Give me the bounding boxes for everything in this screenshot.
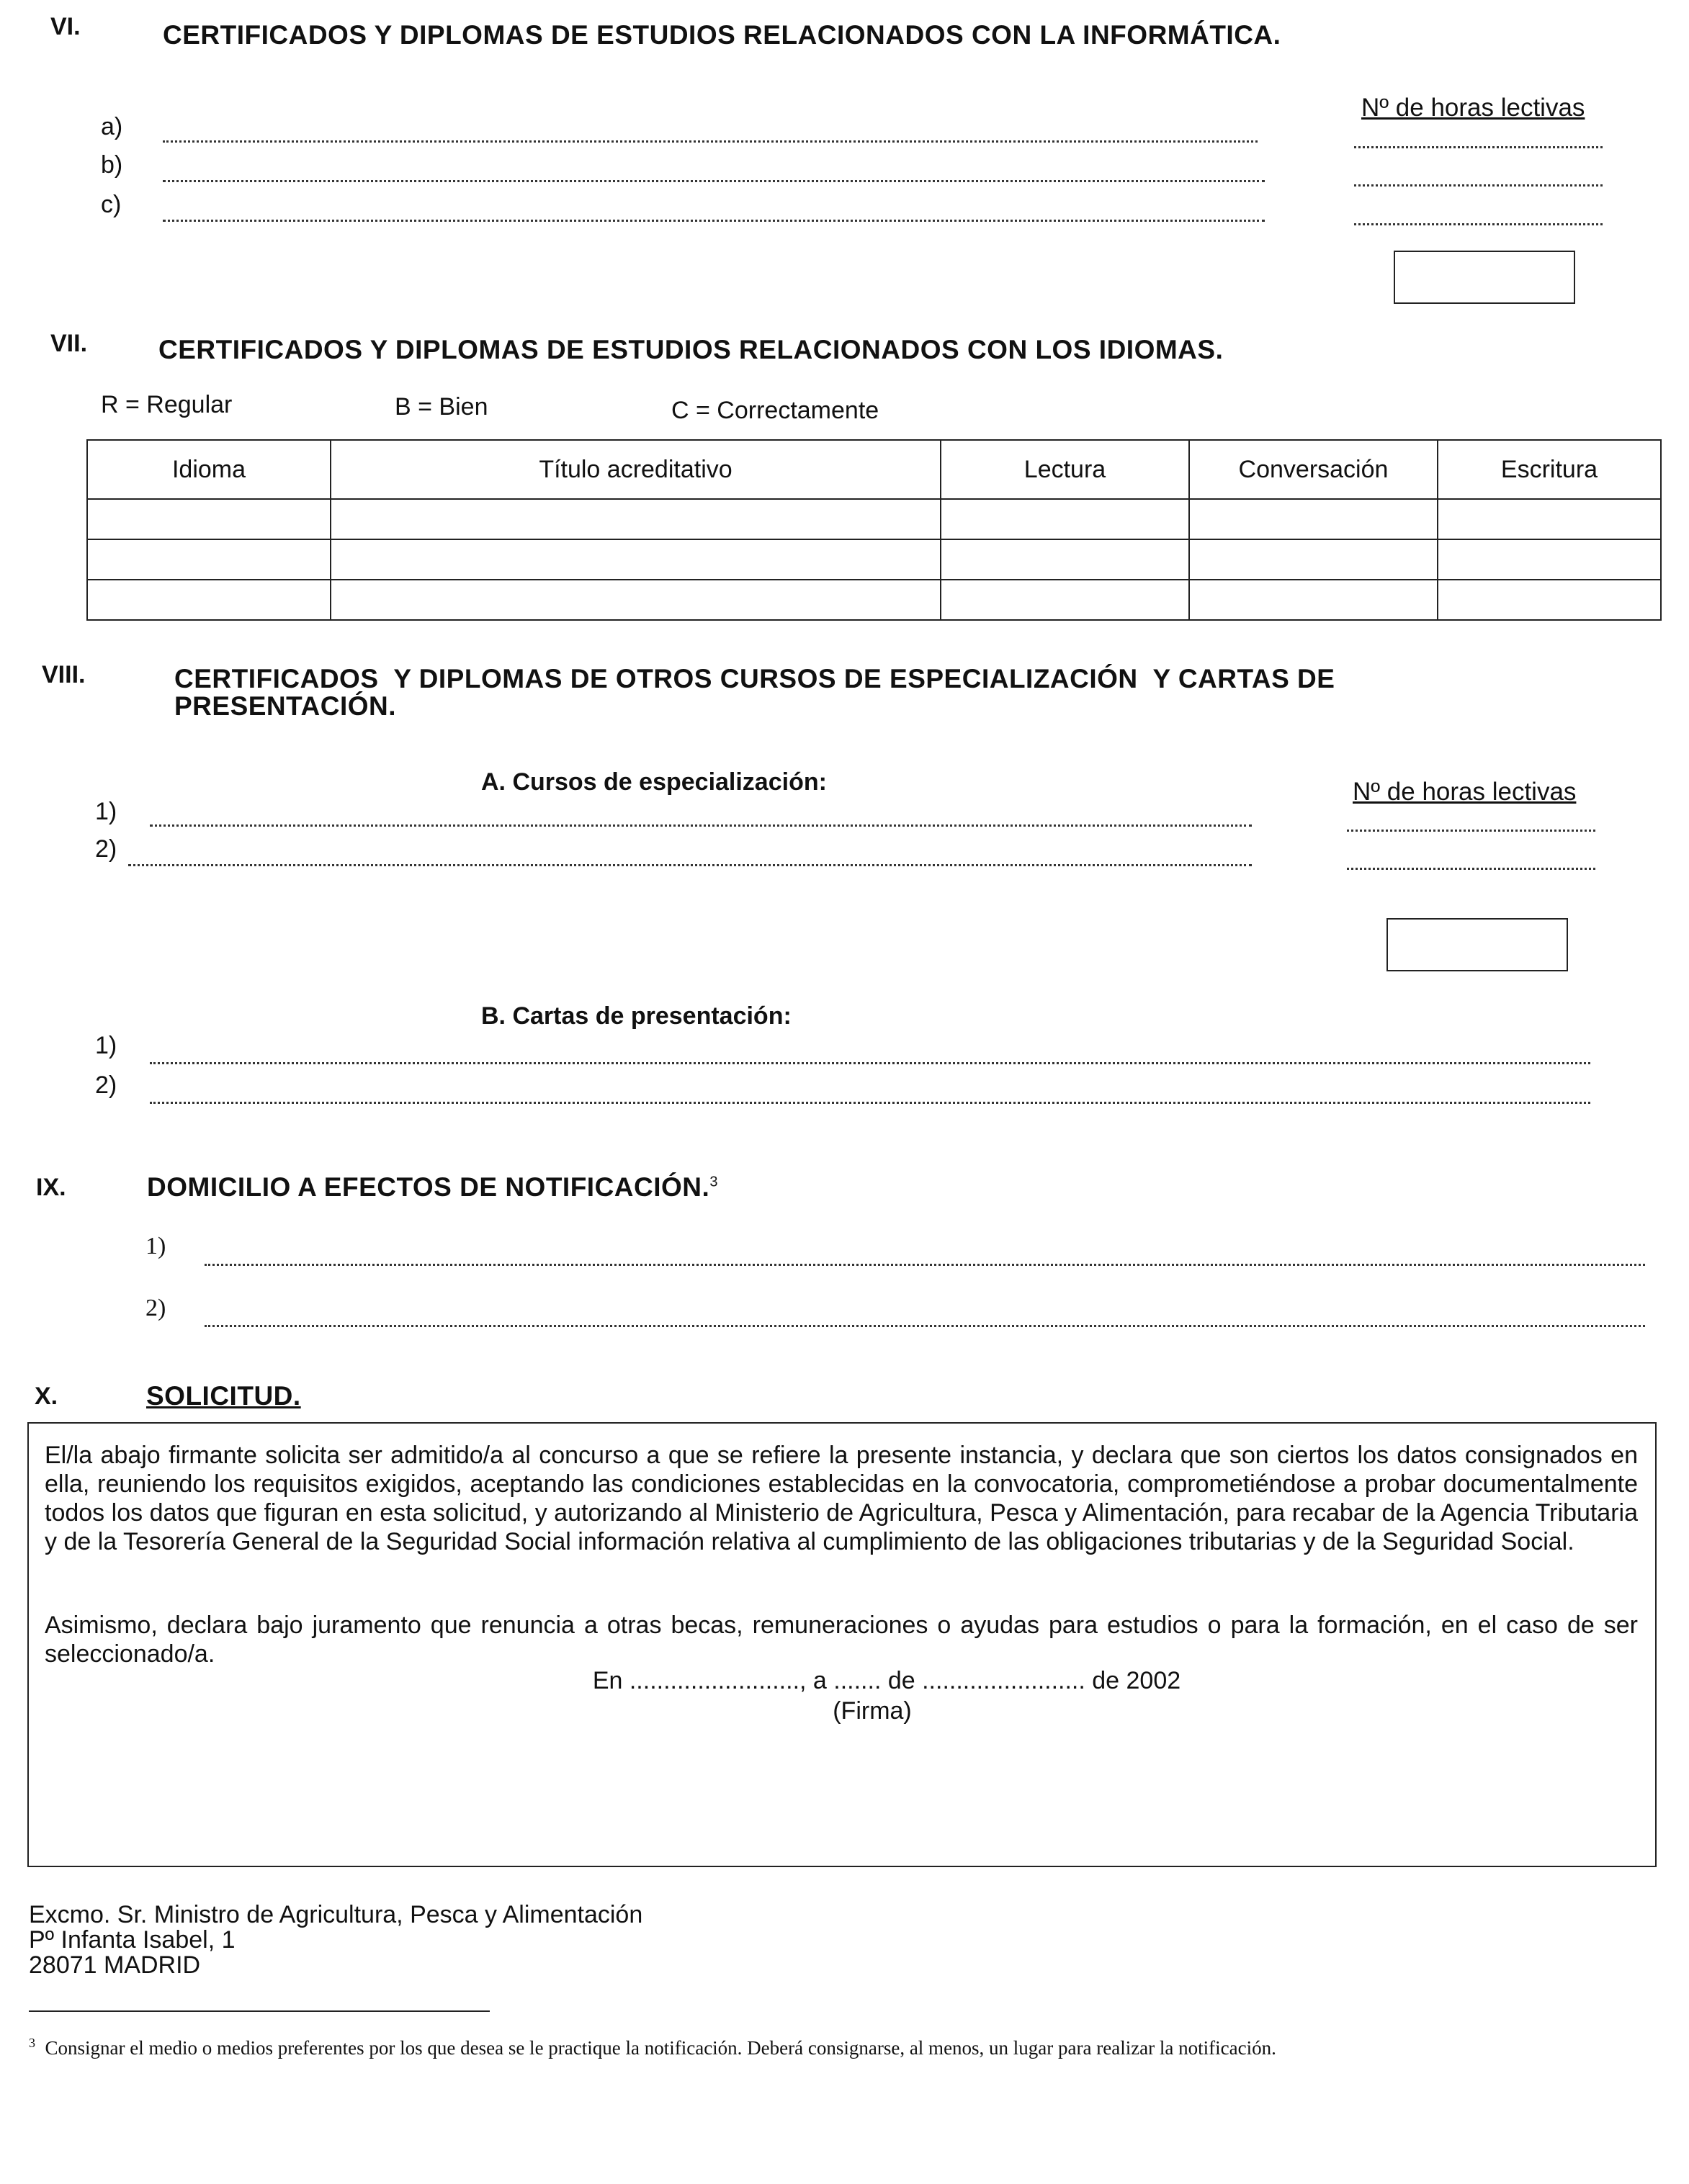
legend-correctamente: C = Correctamente [671, 397, 879, 424]
section-6-title: CERTIFICADOS Y DIPLOMAS DE ESTUDIOS RELACIONADOS CON LA INFORMÁTICA. [163, 20, 1281, 50]
section-10-number: X. [35, 1383, 58, 1410]
section-7-title: CERTIFICADOS Y DIPLOMAS DE ESTUDIOS RELACIONADOS CON LOS IDIOMAS. [158, 335, 1224, 364]
cell-lectura[interactable] [941, 580, 1189, 620]
sec8-b-item-1-label: 1) [95, 1032, 117, 1059]
cell-conversacion[interactable] [1189, 580, 1438, 620]
header-lectura: Lectura [941, 440, 1189, 499]
date-line [29, 1667, 1658, 1695]
sec6-item-b-field[interactable] [163, 180, 1265, 182]
cell-lectura[interactable] [941, 499, 1189, 539]
cell-conversacion[interactable] [1189, 499, 1438, 539]
section-9-title [147, 1172, 718, 1203]
cell-escritura[interactable] [1438, 580, 1661, 620]
sec9-item-1-label: 1) [145, 1233, 166, 1259]
section-8-title-line1: CERTIFICADOS Y DIPLOMAS DE OTROS CURSOS DE ESPECIALIZACIÓN Y CARTAS DE [174, 664, 1335, 693]
section-9-footnote-ref: 3 [709, 1174, 718, 1190]
sec8-a-item-2-label: 2) [95, 835, 117, 863]
section-10-title: SOLICITUD. [146, 1381, 301, 1411]
sec8-a-item-1-label: 1) [95, 798, 117, 825]
address-line-1: Excmo. Sr. Ministro de Agricultura, Pesca y Alimentación [29, 1901, 643, 1928]
cell-lectura[interactable] [941, 539, 1189, 580]
section-6-number: VI. [50, 13, 81, 40]
cell-conversacion[interactable] [1189, 539, 1438, 580]
header-idioma: Idioma [87, 440, 331, 499]
table-row [87, 539, 1661, 580]
sec6-item-c-hours-field[interactable] [1354, 223, 1603, 225]
sec6-item-a-field[interactable] [163, 140, 1258, 143]
sec8-b-item-2-label: 2) [95, 1071, 117, 1099]
sec8-a-hours-header: Nº de horas lectivas [1353, 778, 1577, 806]
footnote-divider [29, 2010, 490, 2012]
sec6-total-box[interactable] [1394, 251, 1575, 304]
sec6-item-a-label: a) [101, 113, 123, 140]
cell-titulo[interactable] [331, 499, 941, 539]
address-line-2: Pº Infanta Isabel, 1 [29, 1926, 236, 1954]
footnote [29, 2032, 1642, 2059]
sec8-a-item-2-hours-field[interactable] [1347, 868, 1595, 870]
sec8-a-item-2-field[interactable] [128, 864, 1252, 866]
table-row [87, 499, 1661, 539]
sec6-hours-header: Nº de horas lectivas [1361, 94, 1585, 122]
header-escritura: Escritura [1438, 440, 1661, 499]
section-9-number: IX. [36, 1174, 66, 1201]
address-line-3: 28071 MADRID [29, 1951, 201, 1979]
sec8-a-item-1-hours-field[interactable] [1347, 830, 1595, 832]
sec8-a-title: A. Cursos de especialización: [481, 768, 827, 796]
footnote-number: 3 [29, 2036, 35, 2050]
section-8-title-line2: PRESENTACIÓN. [174, 691, 397, 721]
header-conversacion: Conversación [1189, 440, 1438, 499]
solicitud-box [27, 1422, 1657, 1867]
sec9-item-2-label: 2) [145, 1295, 166, 1321]
table-row [87, 580, 1661, 620]
section-9-title-text: DOMICILIO A EFECTOS DE NOTIFICACIÓN. [147, 1172, 710, 1202]
section-8-number: VIII. [42, 661, 86, 688]
sec8-b-item-1-field[interactable] [150, 1062, 1590, 1064]
sec8-b-title: B. Cartas de presentación: [481, 1002, 792, 1030]
sec8-b-item-2-field[interactable] [150, 1102, 1590, 1104]
cell-escritura[interactable] [1438, 539, 1661, 580]
languages-table [86, 439, 1662, 621]
section-7-number: VII. [50, 330, 88, 357]
date-line-text: En ........................., a ....... de ........................ de 2002 [592, 1667, 1181, 1694]
languages-table-header-row [87, 440, 1661, 499]
sec6-item-a-hours-field[interactable] [1354, 146, 1603, 148]
cell-idioma[interactable] [87, 580, 331, 620]
cell-escritura[interactable] [1438, 499, 1661, 539]
signature-label [29, 1697, 1658, 1725]
solicitud-paragraph-1: El/la abajo firmante solicita ser admitido/a al concurso a que se refiere la presente instancia, y declara que son ciertos los datos consignados en ella, reuniendo los requisitos exigidos, aceptando las condiciones establecidas en la convocatoria, comprometiéndose a probar documentalmente todos los datos que figuran en esta solicitud, y autorizando al Ministerio de Agricultura, Pesca y Alimentación, para recabar de la Agencia Tributaria y de la Tesorería General de la Seguridad Social información relativa al cumplimiento de las obligaciones tributarias y de la Seguridad Social. [45, 1442, 1638, 1555]
cell-idioma[interactable] [87, 499, 331, 539]
legend-bien: B = Bien [395, 393, 488, 421]
footnote-text: Consignar el medio o medios preferentes por los que desea se le practique la notificación. Deberá consignarse, al menos, un lugar para realizar la notificación. [45, 2037, 1276, 2059]
sec6-item-b-hours-field[interactable] [1354, 184, 1603, 187]
cell-titulo[interactable] [331, 539, 941, 580]
sec8-a-item-1-field[interactable] [150, 824, 1252, 827]
cell-idioma[interactable] [87, 539, 331, 580]
sec6-item-b-label: b) [101, 151, 123, 179]
legend-regular: R = Regular [101, 391, 233, 418]
solicitud-paragraph-2: Asimismo, declara bajo juramento que renuncia a otras becas, remuneraciones o ayudas para estudios o para la formación, en el caso de ser seleccionado/a. [45, 1612, 1638, 1668]
cell-titulo[interactable] [331, 580, 941, 620]
sec6-item-c-label: c) [101, 191, 122, 218]
sec6-item-c-field[interactable] [163, 220, 1265, 222]
sec9-item-1-field[interactable] [205, 1264, 1645, 1266]
sec9-item-2-field[interactable] [205, 1325, 1645, 1327]
header-titulo: Título acreditativo [331, 440, 941, 499]
sec8-a-total-box[interactable] [1386, 918, 1568, 971]
signature-text: (Firma) [833, 1697, 912, 1725]
